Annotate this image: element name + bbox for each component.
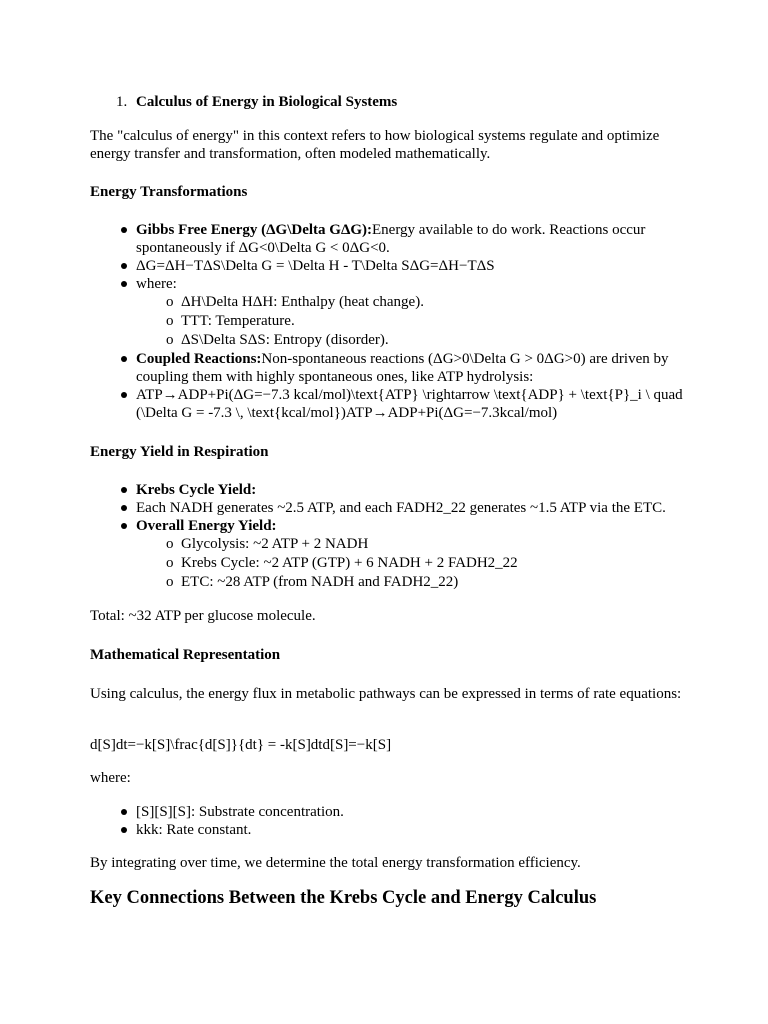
sub-list	[136, 535, 690, 592]
list-item: [S][S][S]: Substrate concentration.	[90, 803, 690, 821]
where-label: where:	[136, 276, 177, 292]
list-item: kkk: Rate constant.	[90, 821, 690, 839]
gibbs-text: Energy available to do work. Reactions occur spontaneously if ΔG<0\Delta G < 0ΔG<0.	[136, 222, 646, 256]
sub-list-item: o ΔS\Delta SΔS: Entropy (disorder).	[90, 331, 690, 350]
overall-label: Overall Energy Yield:	[136, 518, 277, 534]
sub-list	[136, 293, 690, 350]
list-item	[90, 499, 690, 517]
conclusion-paragraph: By integrating over time, we determine the total energy transformation efficiency.	[90, 855, 581, 871]
list-item	[90, 350, 690, 386]
section-number: 1.	[116, 94, 128, 110]
respiration-list	[90, 481, 690, 592]
list-item	[90, 481, 690, 499]
gibbs-formula: ΔG=ΔH−TΔS\Delta G = \Delta H - T\Delta SΔG=ΔH−TΔS	[136, 258, 495, 274]
list-item	[90, 257, 690, 275]
rate-equation: d[S]dt=−k[S]\frac{d[S]}{dt} = -k[S]dtd[S]=−k[S]	[90, 737, 392, 753]
respiration-heading: Energy Yield in Respiration	[90, 444, 269, 460]
sub-list-item: o Glycolysis: ~2 ATP + 2 NADH	[90, 535, 690, 554]
math-intro: Using calculus, the energy flux in metabolic pathways can be expressed in terms of rate equations:	[90, 686, 682, 702]
list-item	[90, 221, 690, 257]
sub-list-item: o ΔH\Delta HΔH: Enthalpy (heat change).	[90, 293, 690, 312]
math-list	[90, 803, 690, 839]
where-paragraph: where:	[90, 770, 131, 786]
coupled-text: Non-spontaneous reactions (ΔG>0\Delta G > 0ΔG>0) are driven by coupling them with highly spontaneous ones, like ATP hydrolysis:	[136, 351, 669, 385]
atp-equation: ATP→ADP+Pi(ΔG=−7.3 kcal/mol)\text{ATP} \rightarrow \text{ADP} + \text{P}_i \ quad (\Delta G = -7.3 \, \text{kcal/mol})ATP→ADP+Pi(ΔG=−7.3kcal/mol)	[136, 387, 683, 421]
krebs-label: Krebs Cycle Yield:	[136, 482, 257, 498]
energy-transformations-heading: Energy Transformations	[90, 184, 248, 200]
list-item	[90, 275, 690, 350]
sub-list-item: o TTT: Temperature.	[90, 312, 690, 331]
intro-paragraph: The "calculus of energy" in this context refers to how biological systems regulate and optimize energy transfer and transformation, often modeled mathematically.	[90, 128, 660, 162]
list-item	[90, 517, 690, 592]
list-item	[90, 386, 690, 422]
section-title: Calculus of Energy in Biological Systems	[136, 94, 398, 110]
sub-list-item: o ETC: ~28 ATP (from NADH and FADH2_22)	[90, 573, 690, 592]
gibbs-label: Gibbs Free Energy (ΔG\Delta GΔG):	[136, 222, 373, 238]
nadh-text: Each NADH generates ~2.5 ATP, and each FADH2_22 generates ~1.5 ATP via the ETC.	[136, 500, 666, 516]
total-paragraph: Total: ~32 ATP per glucose molecule.	[90, 608, 316, 624]
energy-transformations-list	[90, 221, 690, 422]
sub-list-item: o Krebs Cycle: ~2 ATP (GTP) + 6 NADH + 2 FADH2_22	[90, 554, 690, 573]
coupled-label: Coupled Reactions:	[136, 351, 262, 367]
math-heading: Mathematical Representation	[90, 647, 281, 663]
section-heading: Key Connections Between the Krebs Cycle and Energy Calculus	[90, 888, 597, 908]
